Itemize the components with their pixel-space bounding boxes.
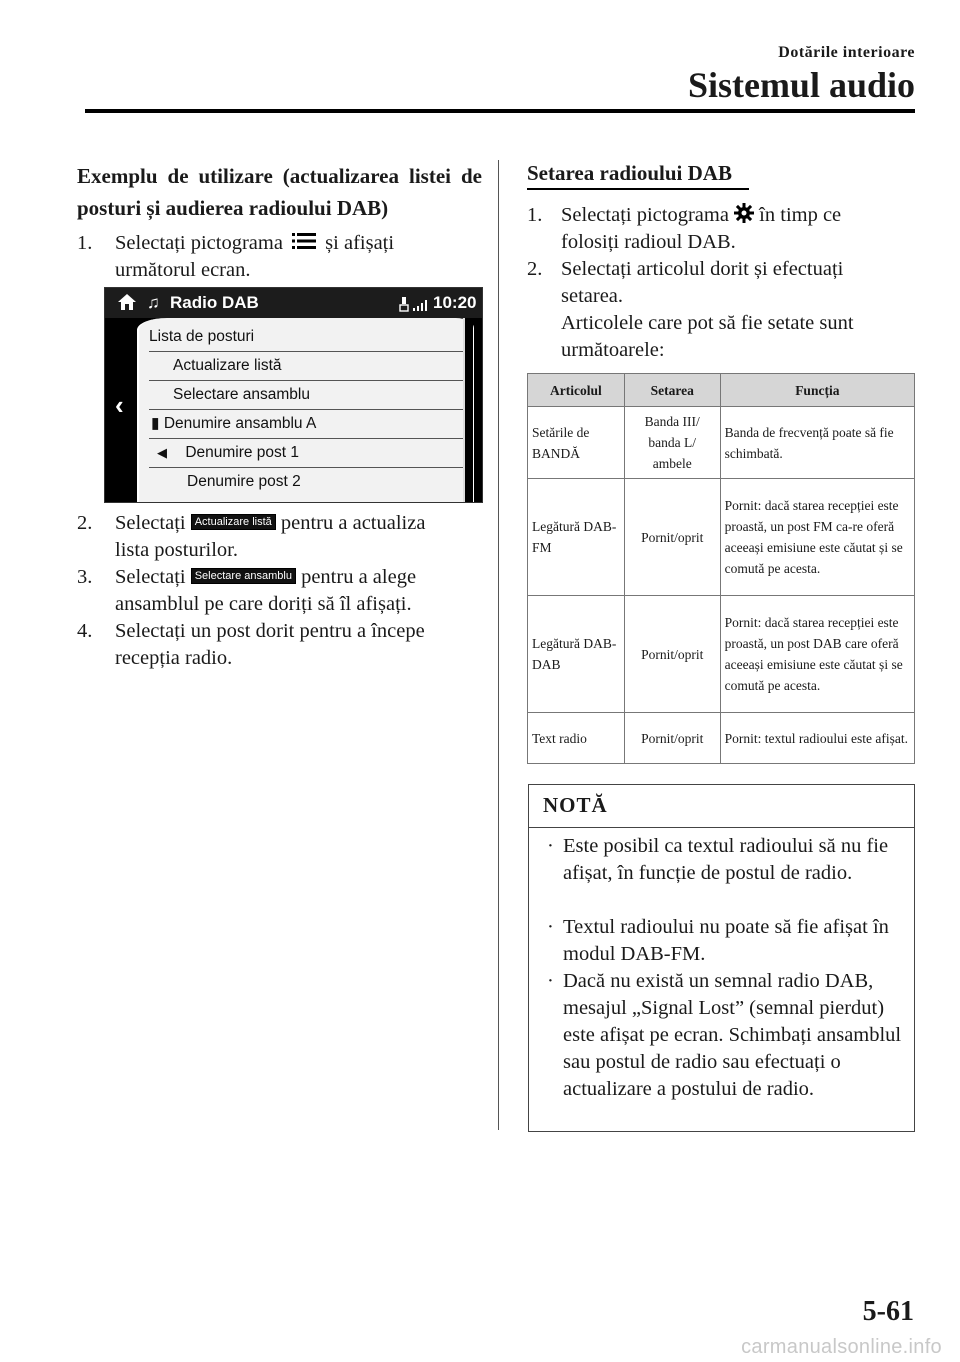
- scroll-bar[interactable]: [463, 318, 473, 502]
- table-cell: Pornit: dacă starea recepției este proastă, un post DAB care oferă aceeași emisiune este căutat și se comută pe acesta.: [720, 596, 914, 713]
- note-title: NOTĂ: [543, 793, 608, 817]
- step-text: și afișați: [325, 232, 395, 254]
- select-ensemble-chip: Selectare ansamblu: [191, 568, 296, 584]
- left-step-4: [77, 618, 497, 672]
- table-row: [528, 713, 915, 764]
- home-icon[interactable]: [117, 293, 137, 316]
- table-cell: Text radio: [528, 713, 625, 764]
- step-text: ansamblul pe care doriți să îl afișați.: [115, 593, 412, 615]
- col-header-function: Funcția: [720, 374, 914, 407]
- watermark: carmanualsonline.info: [741, 1336, 942, 1358]
- note-bullet: [547, 914, 902, 968]
- step-text: în timp ce: [759, 204, 842, 226]
- step-text: următoarele:: [561, 339, 665, 361]
- right-step-1: [527, 202, 917, 256]
- bullet-text: Dacă nu există un semnal radio DAB, mesajul „Signal Lost” (semnal pierdut) este afișat pe ecran. Schimbați ansamblul sau postul de radio sau efectuați o actualizare a postului de radio.: [563, 970, 902, 1100]
- table-cell: Pornit: dacă starea recepției este proastă, un post FM ca-re oferă aceeași emisiune este căutat și se comută pe acesta.: [720, 479, 914, 596]
- note-box: [528, 784, 915, 1132]
- settings-table: [527, 373, 915, 764]
- ensemble-item[interactable]: [149, 410, 472, 439]
- left-step-3: [77, 564, 497, 618]
- ensemble-icon: ▮: [151, 415, 160, 432]
- table-cell: Pornit/oprit: [624, 713, 720, 764]
- step-text: Selectați un post dorit pentru a începe: [115, 620, 425, 642]
- col-header-item: Articolul: [528, 374, 625, 407]
- step-text: pentru a actualiza: [280, 512, 426, 534]
- table-cell: Setările de BANDĂ: [528, 407, 625, 479]
- step-text: setarea.: [561, 285, 624, 307]
- bullet-dot-icon: ·: [547, 970, 554, 992]
- dab-settings-heading: Setarea radioului DAB: [527, 161, 732, 185]
- music-note-icon: ♫: [147, 293, 160, 312]
- note-rule: [529, 827, 914, 828]
- page-title: Sistemul audio: [687, 65, 915, 105]
- step-text: Selectați pictograma: [561, 204, 729, 226]
- update-list-item[interactable]: Actualizare listă: [149, 352, 472, 381]
- station-name: Denumire post 1: [185, 444, 300, 461]
- step-text: Articolele care pot să fie setate sunt: [561, 312, 854, 334]
- station-item[interactable]: [149, 439, 472, 468]
- bullet-dot-icon: ·: [547, 916, 554, 938]
- gear-icon: [734, 203, 754, 223]
- step-number: 1.: [527, 204, 543, 226]
- table-row: [528, 407, 915, 479]
- step-text: lista posturilor.: [115, 539, 238, 561]
- radio-screen: [104, 287, 483, 503]
- note-bullet: [547, 968, 902, 1103]
- bullet-text: Textul radioului nu poate să fie afișat în modul DAB-FM.: [563, 916, 889, 965]
- table-cell: Banda de frecvență poate să fie schimbată.: [720, 407, 914, 479]
- table-cell: Pornit: textul radioului este afișat.: [720, 713, 914, 764]
- right-step-2: [527, 256, 917, 364]
- header-rule: [85, 109, 915, 113]
- example-heading: Exemplu de utilizare (actualizarea listei de posturi și audierea radioului DAB): [77, 164, 482, 220]
- step-text: recepția radio.: [115, 647, 233, 669]
- left-step-2: [77, 510, 497, 564]
- bullet-dot-icon: ·: [547, 835, 554, 857]
- station-list: [137, 318, 474, 502]
- col-header-setting: Setarea: [624, 374, 720, 407]
- back-arrow-icon[interactable]: ‹: [115, 390, 124, 420]
- step-text: Selectați pictograma: [115, 232, 283, 254]
- step-text: Selectați articolul dorit și efectuați: [561, 258, 844, 280]
- signal-icon: [397, 296, 427, 315]
- table-cell: Pornit/oprit: [624, 596, 720, 713]
- table-cell: Legătură DAB-FM: [528, 479, 625, 596]
- step-number: 1.: [77, 232, 93, 254]
- left-step-1: [77, 230, 497, 284]
- table-row: [528, 596, 915, 713]
- list-header: Lista de posturi: [149, 323, 472, 352]
- step-number: 2.: [77, 512, 93, 534]
- bullet-text: Este posibil ca textul radioului să nu fie afișat, în funcție de postul de radio.: [563, 835, 889, 884]
- column-divider: [498, 160, 499, 1130]
- step-text: Selectați: [115, 512, 186, 534]
- step-number: 2.: [527, 258, 543, 280]
- step-number: 3.: [77, 566, 93, 588]
- heading-underline: [527, 188, 749, 190]
- step-text: Selectați: [115, 566, 186, 588]
- step-text: pentru a alege: [301, 566, 417, 588]
- step-text: folosiți radioul DAB.: [561, 231, 736, 253]
- page-number: 5-61: [862, 1296, 914, 1327]
- screen-status-bar: [105, 288, 482, 318]
- list-icon: [292, 231, 316, 251]
- station-item[interactable]: Denumire post 2: [187, 473, 301, 490]
- section-label: Dotările interioare: [778, 44, 915, 61]
- note-bullet: [547, 833, 902, 887]
- screen-title: Radio DAB: [170, 293, 259, 312]
- table-cell: Banda III/ banda L/ ambele: [624, 407, 720, 479]
- update-list-chip: Actualizare listă: [191, 514, 276, 530]
- speaker-icon: ◀︎: [157, 445, 167, 460]
- table-cell: Pornit/oprit: [624, 479, 720, 596]
- select-ensemble-item[interactable]: Selectare ansamblu: [149, 381, 472, 410]
- table-row: [528, 479, 915, 596]
- ensemble-name: Denumire ansamblu A: [163, 415, 317, 432]
- step-number: 4.: [77, 620, 93, 642]
- clock: 10:20: [433, 293, 477, 312]
- table-cell: Legătură DAB-DAB: [528, 596, 625, 713]
- step-text: următorul ecran.: [115, 259, 251, 281]
